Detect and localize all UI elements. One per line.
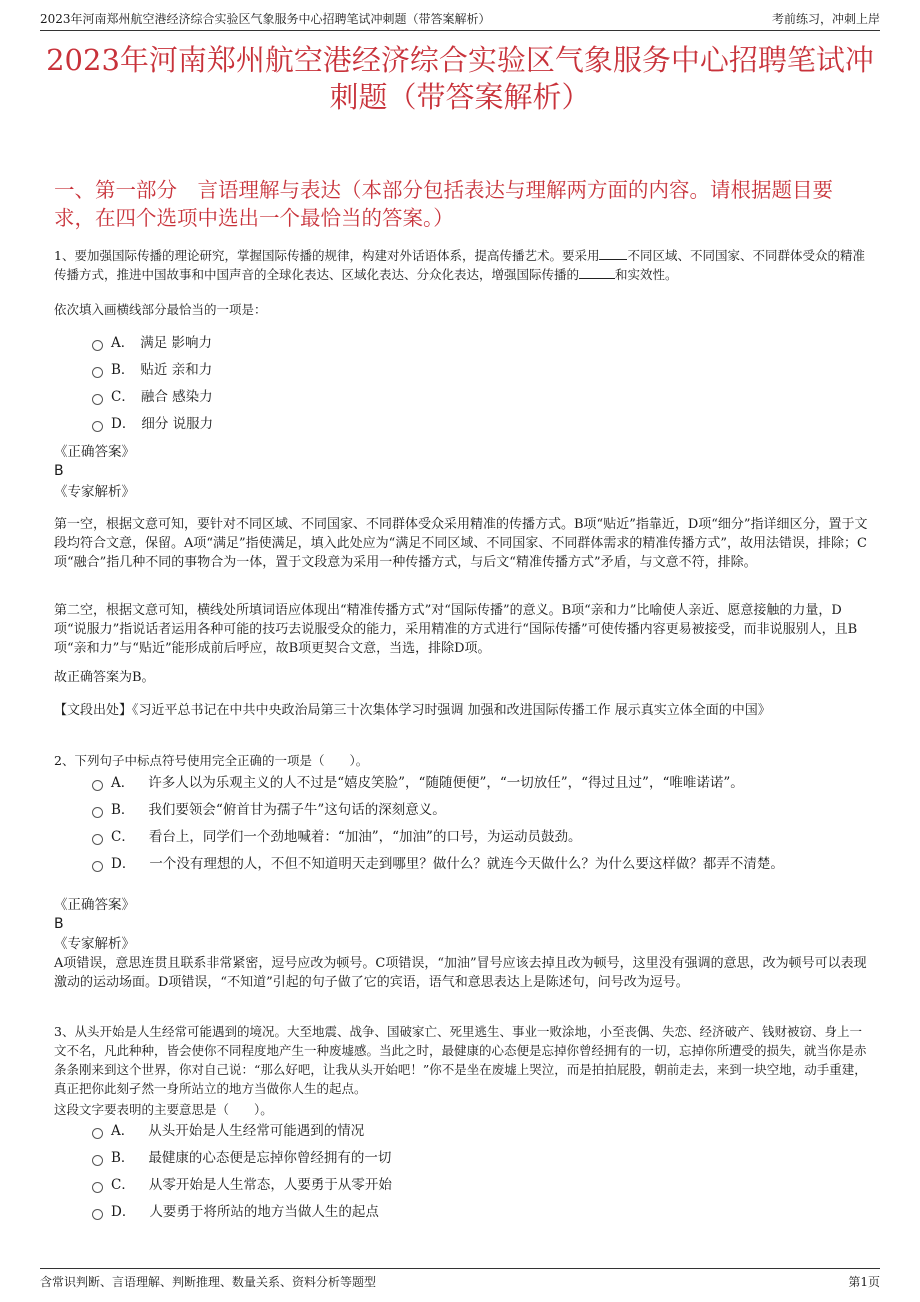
q1-option-a[interactable]: A． 满足 影响力 (92, 333, 212, 353)
q1-option-c[interactable]: C． 融合 感染力 (92, 387, 213, 407)
q3-prompt: 这段文字要表明的主要意思是（ ）。 (54, 1102, 273, 1117)
q1-option-d[interactable]: D． 细分 说服力 (92, 414, 213, 434)
radio-icon[interactable] (92, 861, 103, 872)
q2-option-c[interactable]: C． 看台上，同学们一个劲地喊着：“加油”，“加油”的口号，为运动员鼓劲。 (92, 827, 581, 847)
radio-icon[interactable] (92, 394, 103, 405)
q2-answer: B (54, 916, 64, 932)
footer-question-types: 含常识判断、言语理解、判断推理、数量关系、资料分析等题型 (40, 1275, 377, 1289)
radio-icon[interactable] (92, 367, 103, 378)
document-title: 2023年河南郑州航空港经济综合实验区气象服务中心招聘笔试冲刺题（带答案解析） (46, 43, 874, 114)
q3-option-d[interactable]: D． 人要勇于将所站的地方当做人生的起点 (92, 1202, 379, 1222)
q2-option-b[interactable]: B． 我们要领会“俯首甘为孺子牛”这句话的深刻意义。 (92, 800, 446, 820)
q1-answer: B (54, 463, 64, 479)
q2-stem: 2、下列句子中标点符号使用完全正确的一项是（ ）。 (54, 753, 369, 768)
q3-stem: 3、从头开始是人生经常可能遇到的境况。大至地震、战争、国破家亡、死里逃生、事业一败涂地，小至丧偶、失恋、经济破产、钱财被窃、身上一文不名，凡此种种，皆会使你不同程度地产生一种废墟感。当此之时，最健康的心态便是忘掉你曾经拥有的一切，忘掉你所遭受的损失，就当你是赤条条刚来到这个世界，你对自己说：“那么好吧，让我从头开始吧！”你不是坐在废墟上哭泣，而是拍拍屁股，朝前走去，来到一块空地，动手重建，真正把你此刻孑然一身所站立的地方当做你人生的起点。 (54, 1024, 867, 1096)
q3-option-a[interactable]: A． 从头开始是人生经常可能遇到的情况 (92, 1121, 364, 1141)
q1-option-b[interactable]: B． 贴近 亲和力 (92, 360, 212, 380)
q1-stem: 1、要加强国际传播的理论研究，掌握国际传播的规律，构建对外话语体系，提高传播艺术。要采用 不同区域、不同国家、不同群体受众的精准传播方式，推进中国故事和中国声音的全球化表达、区域化表达、分众化表达，增强国际传播的 和实效性。 (54, 248, 865, 282)
radio-icon[interactable] (92, 834, 103, 845)
header-slogan: 考前练习，冲刺上岸 (771, 12, 880, 26)
q1-answer-label: 《正确答案》 (54, 444, 135, 460)
q1-analysis-label: 《专家解析》 (54, 484, 135, 500)
q2-option-d[interactable]: D． 一个没有理想的人，不但不知道明天走到哪里？做什么？就连今天做什么？为什么要这样做？都弄不清楚。 (92, 854, 784, 874)
q1-analysis-paragraph: 第二空，根据文意可知，横线处所填词语应体现出“精准传播方式”对“国际传播”的意义。B项“亲和力”比喻使人亲近、愿意接触的力量，D项“说服力”指说话者运用各种可能的技巧去说服受众的能力，采用精准的方式进行“国际传播”可使传播内容更易被接受，而非说服别人，且B项“亲和力”与“贴近”能形成前后呼应，故B项更契合文意，当选，排除D项。 (54, 603, 858, 656)
q1-analysis-paragraph: 第一空，根据文意可知，要针对不同区域、不同国家、不同群体受众采用精准的传播方式。B项“贴近”指靠近，D项“细分”指详细区分，置于文段均符合文意，保留。A项“满足”指使满足，填入此处应为“满足不同区域、不同国家、不同群体需求的精准传播方式”，故用法错误，排除；C项“融合”指几种不同的事物合为一体，置于文段意为采用一种传播方式，与后文“精准传播方式”矛盾，与文意不符，排除。 (54, 517, 868, 570)
radio-icon[interactable] (92, 807, 103, 818)
section-heading: 一、第一部分 言语理解与表达（本部分包括表达与理解两方面的内容。请根据题目要求，在四个选项中选出一个最恰当的答案。） (54, 178, 833, 230)
page-header (40, 8, 880, 31)
radio-icon[interactable] (92, 1128, 103, 1139)
q2-analysis: A项错误，意思连贯且联系非常紧密，逗号应改为顿号。C项错误，“加油”冒号应该去掉且改为顿号，这里没有强调的意思，改为顿号可以表现激动的运动场面。D项错误，“不知道”引起的句子做了它的宾语，语气和意思表达上是陈述句，问号改为逗号。 (54, 956, 867, 990)
page-footer (40, 1268, 880, 1291)
q2-option-a[interactable]: A． 许多人以为乐观主义的人不过是“嬉皮笑脸”，“随随便便”，“一切放任”，“得过且过”，“唯唯诺诺”。 (92, 773, 744, 793)
radio-icon[interactable] (92, 1209, 103, 1220)
radio-icon[interactable] (92, 780, 103, 791)
q2-analysis-label: 《专家解析》 (54, 936, 135, 952)
radio-icon[interactable] (92, 421, 103, 432)
q3-option-b[interactable]: B． 最健康的心态便是忘掉你曾经拥有的一切 (92, 1148, 391, 1168)
q1-prompt: 依次填入画横线部分最恰当的一项是： (54, 302, 267, 317)
radio-icon[interactable] (92, 1155, 103, 1166)
q2-answer-label: 《正确答案》 (54, 897, 135, 913)
page-number: 第1页 (848, 1275, 880, 1289)
header-doc-title: 2023年河南郑州航空港经济综合实验区气象服务中心招聘笔试冲刺题（带答案解析） (40, 12, 491, 26)
q1-conclusion: 故正确答案为B。 (54, 670, 155, 685)
radio-icon[interactable] (92, 340, 103, 351)
q1-source: 【文段出处】《习近平总书记在中共中央政治局第三十次集体学习时强调 加强和改进国际传播工作 展示真实立体全面的中国》 (54, 703, 771, 718)
q3-option-c[interactable]: C． 从零开始是人生常态，人要勇于从零开始 (92, 1175, 392, 1195)
radio-icon[interactable] (92, 1182, 103, 1193)
